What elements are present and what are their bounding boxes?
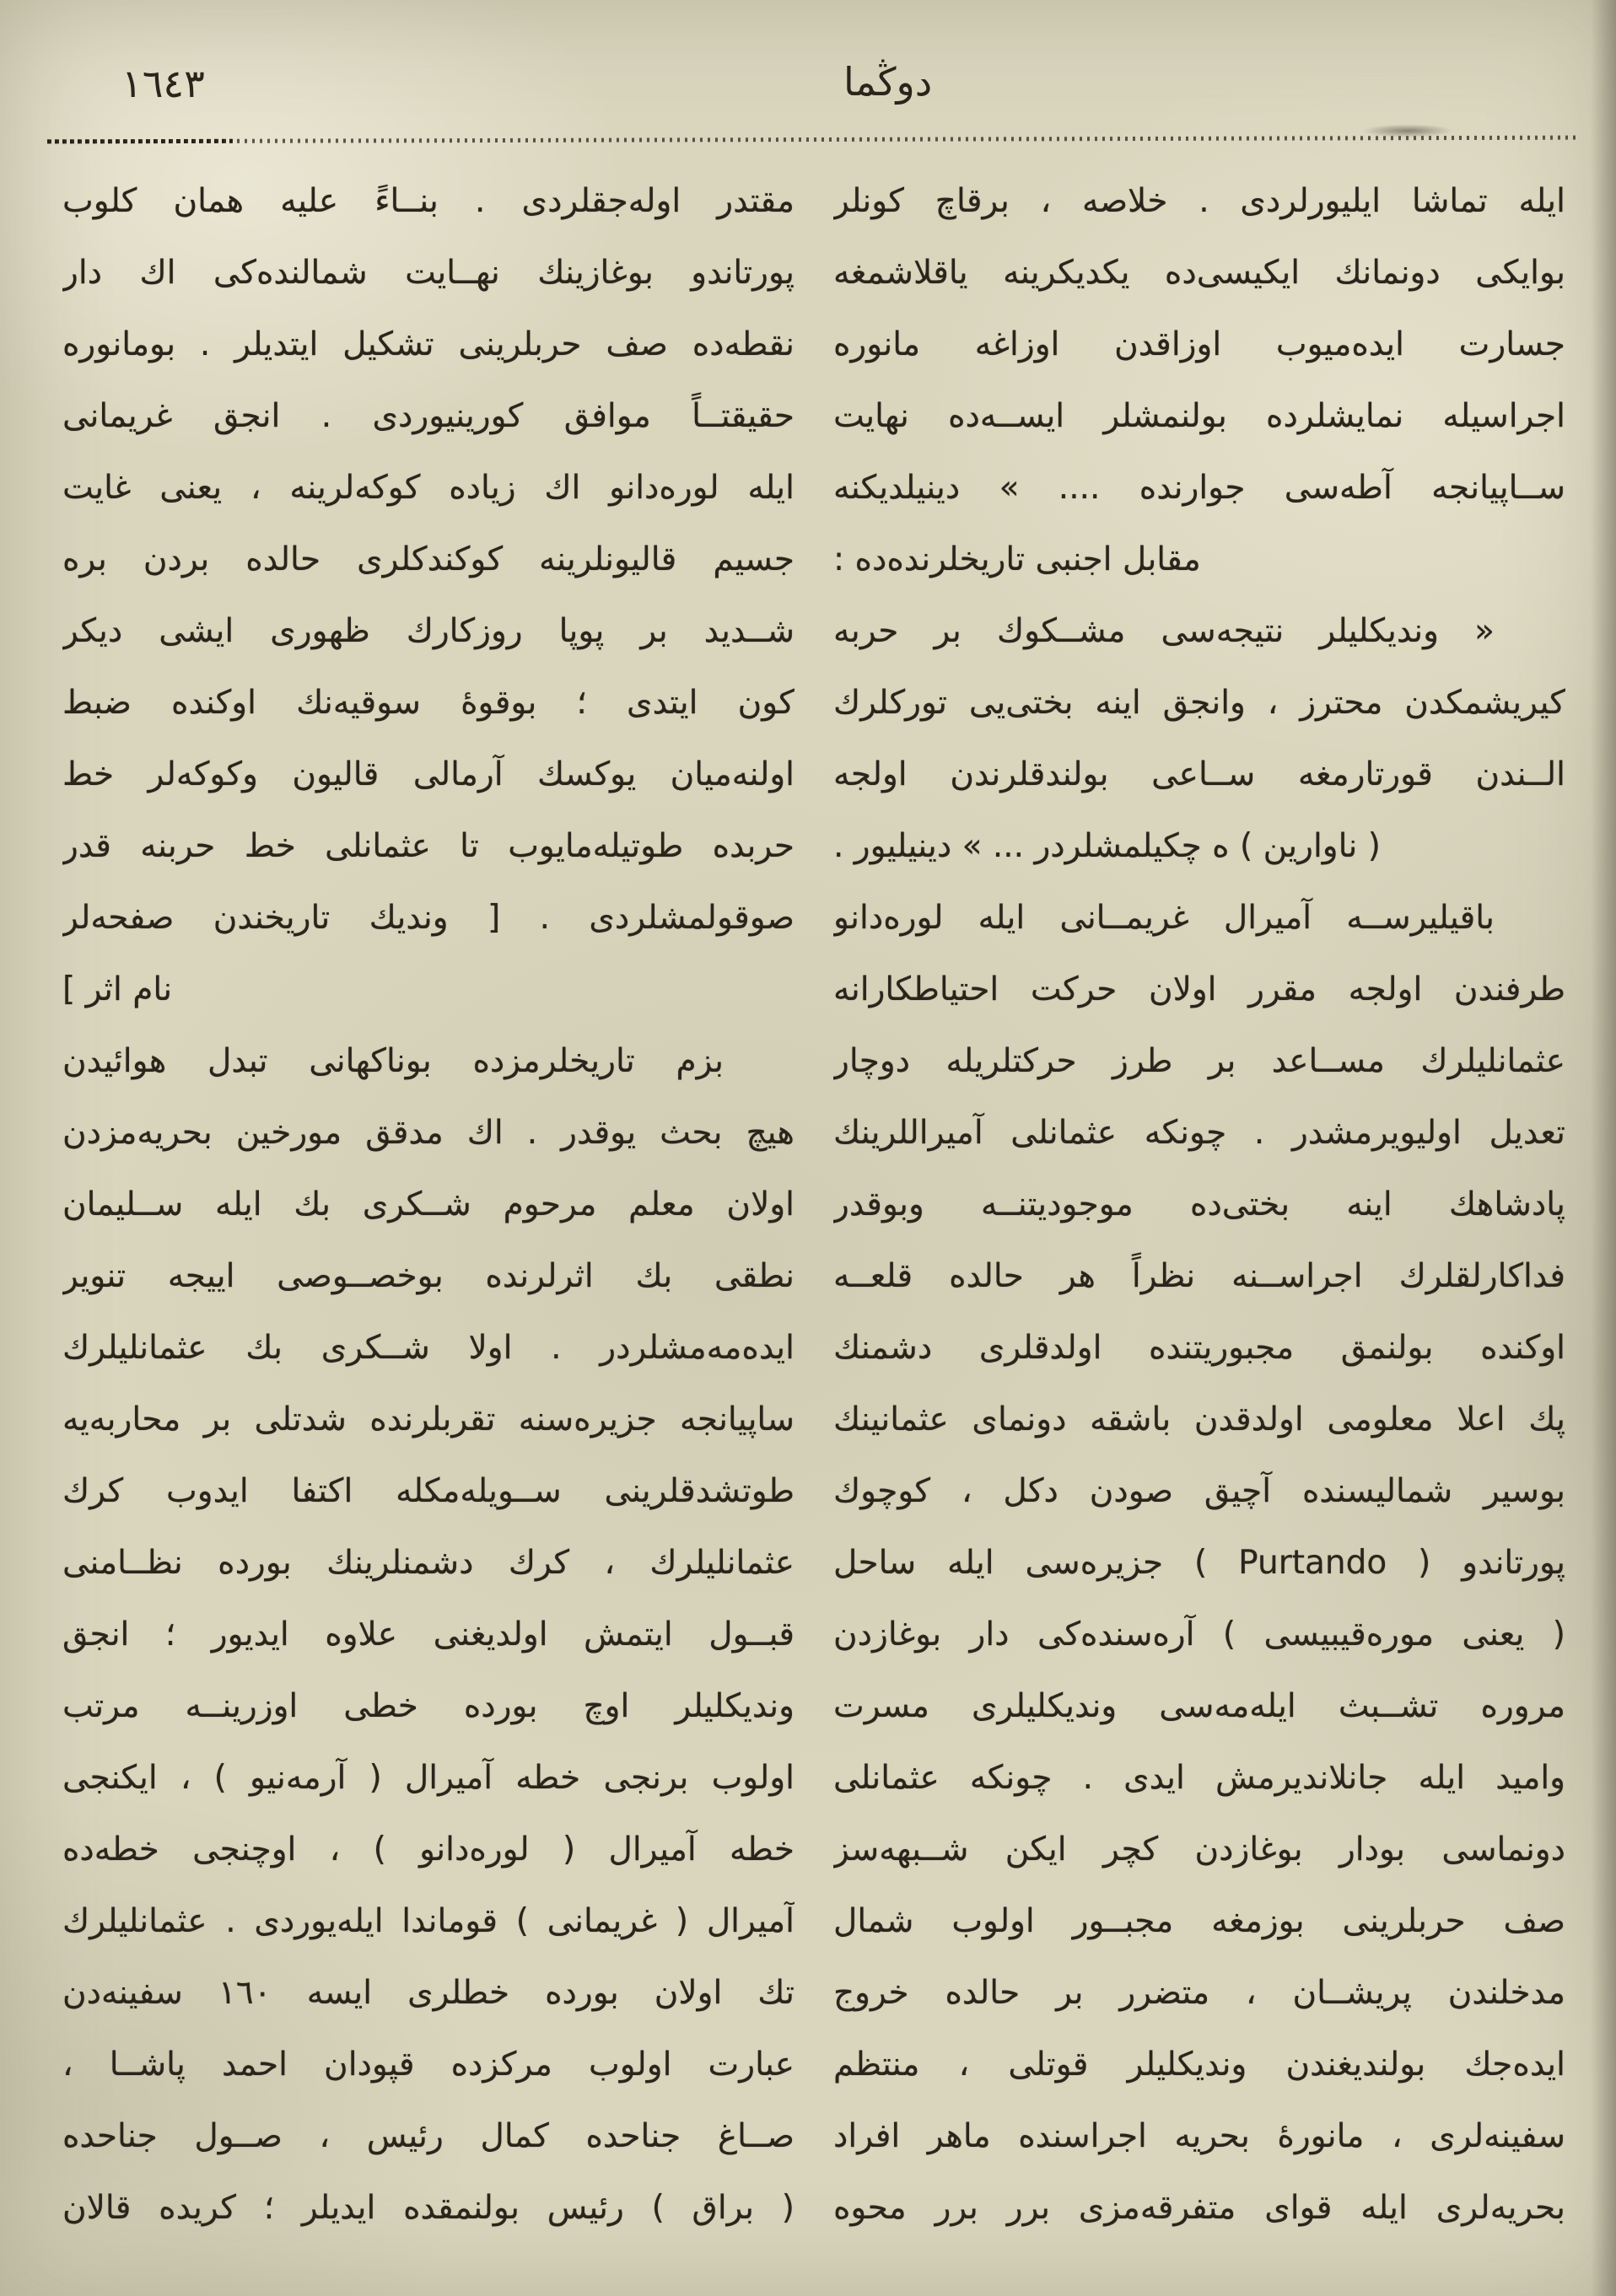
text-line: آميرال ( غريمانى ) قوماندا ايله‌يوردى . عثمانليلرك xyxy=(62,1902,795,1940)
text-line: بوايكى دونمانك ايكيسى‌ده يكديكرينه ياقلاشمغه xyxy=(833,254,1565,292)
text-line: اولوب برنجى خطه آميرال ( آرمه‌نيو ) ، ايكنجى xyxy=(62,1759,795,1797)
text-line: صوقولمشلردى . [ ونديك تاريخندن صفحه‌لر xyxy=(62,899,795,937)
text-line: كيريشمكدن محترز ، وانجق اينه بختى‌يى توركلرك xyxy=(833,684,1565,722)
text-line: واميد ايله جانلانديرمش ايدى . چونكه عثمانلى xyxy=(833,1759,1565,1797)
text-line: صف حربلرينى بوزمغه مجبــور اولوب شمال xyxy=(833,1902,1565,1940)
text-line: خطه آميرال ( لوره‌دانو ) ، اوچنجى خطه‌ده xyxy=(62,1831,795,1869)
text-line: ايله تماشا ايليورلردى . خلاصه ، برقاچ كونلر xyxy=(833,182,1565,220)
text-line: پادشاهك اينه بختى‌ده موجوديتنــه وبوقدر xyxy=(833,1186,1565,1223)
text-line: پورتاندو ( Purtando ) جزيره‌سى ايله ساحل xyxy=(833,1544,1565,1582)
text-line: « ونديكليلر نتيجه‌سى مشــكوك بر حربه xyxy=(833,612,1495,650)
text-line: عثمانليلرك مســاعد بر طرز حركتلريله دوچار xyxy=(833,1042,1565,1080)
text-line: عبارت اولوب مركزده قپودان احمد پاشــا ، xyxy=(62,2046,795,2084)
column-right xyxy=(833,165,1565,2244)
text-line: جسيم قاليونلرينه كوكندكلرى حالده بردن بره xyxy=(62,540,795,578)
text-line: نقطه‌ده صف حربلرينى تشكيل ايتديلر . بومانوره xyxy=(62,325,795,363)
text-line: ( يعنى موره‌قيبيسى ) آره‌سنده‌كى دار بوغازدن xyxy=(833,1616,1565,1653)
text-line: ساپيانجه جزيره‌سنه تقربلرنده شدتلى بر محاربه‌يه xyxy=(62,1401,795,1438)
text-line: اوكنده بولنمق مجبوريتنده اولدقلرى دشمنك xyxy=(833,1329,1565,1367)
text-line: كون ايتدى ؛ بوقوهٔ سوقيه‌نك اوكنده ضبط xyxy=(62,684,795,722)
text-line: شــديد بر پوپا روزكارك ظهورى ايشى ديكر xyxy=(62,612,795,650)
text-line: ســاپيانجه آطه‌سى جوارنده .... » دينيلديكنه xyxy=(833,469,1565,507)
text-line: نطقى بك اثرلرنده بوخصــوصى اييجه تنوير xyxy=(62,1257,795,1295)
text-columns xyxy=(62,165,1565,2244)
text-line: مروره تشــبث ايله‌مه‌سى ونديكليلرى مسرت xyxy=(833,1687,1565,1725)
text-line: تعديل اوليويرمشدر . چونكه عثمانلى آميراللرينك xyxy=(833,1114,1565,1152)
journal-title: دوڭما xyxy=(843,59,933,105)
text-line: ( براق ) رئيس بولنمقده ايديلر ؛ كريده قالان xyxy=(62,2189,795,2227)
text-line: اولان معلم مرحوم شــكرى بك ايله ســليمان xyxy=(62,1186,795,1223)
header-divider-rule xyxy=(47,136,1581,144)
text-line: سفينه‌لرى ، مانورهٔ بحريه اجراسنده ماهر افراد xyxy=(833,2117,1565,2155)
text-line: اولنه‌ميان يوكسك آرمالى قاليون وكوكه‌لر خط xyxy=(62,755,795,793)
text-line: صــاغ جناحده كمال رئيس ، صــول جناحده xyxy=(62,2117,795,2155)
text-line: عثمانليلرك ، كرك دشمنلرينك بورده نظــامنى xyxy=(62,1544,795,1582)
text-line: الــندن قورتارمغه ســاعى بولندقلرندن اولجه xyxy=(833,755,1565,793)
text-line: بوسير شماليسنده آچيق صودن دكل ، كوچوك xyxy=(833,1472,1565,1510)
column-left xyxy=(62,165,795,2244)
text-line: حقيقتــاً موافق كورينيوردى . انجق غريمانى xyxy=(62,397,795,435)
text-line: ايده‌جك بولنديغندن ونديكليلر قوتلى ، منتظم xyxy=(833,2046,1565,2084)
text-line: مقتدر اوله‌جقلردى . بنــاءً عليه همان كلوب xyxy=(62,182,795,220)
text-line: جسارت ايده‌ميوب اوزاقدن اوزاغه مانوره xyxy=(833,325,1565,363)
text-line: حربده طوتيله‌مايوب تا عثمانلى خط حربنه قدر xyxy=(62,827,795,865)
text-line: مقابل اجنبى تاريخلرنده‌ده : xyxy=(833,540,1201,578)
text-line: ايده‌مه‌مشلردر . اولا شــكرى بك عثمانليلرك xyxy=(62,1329,795,1367)
text-line: نام اثر ] xyxy=(62,971,173,1008)
text-line: بحريه‌لرى ايله قواى متفرقه‌مزى برر برر محوه xyxy=(833,2189,1565,2227)
text-line: هيچ بحث يوقدر . اك مدقق مورخين بحريه‌مزدن xyxy=(62,1114,795,1152)
scan-edge-shadow xyxy=(1591,0,1616,2296)
text-line: مدخلندن پريشــان ، متضرر بر حالده خروج xyxy=(833,1974,1565,2012)
text-line: ايله لوره‌دانو اك زياده كوكه‌لرينه ، يعنى غايت xyxy=(62,469,795,507)
text-line: ونديكليلر اوچ بورده خطى اوزرينــه مرتب xyxy=(62,1687,795,1725)
text-line: پك اعلا معلومى اولدقدن باشقه دونماى عثمانينك xyxy=(833,1401,1565,1438)
text-line: قبــول ايتمش اولديغنى علاوه ايديور ؛ انجق xyxy=(62,1616,795,1653)
text-line: فداكارلقلرك اجراســنه نظراً هر حالده قلعــه xyxy=(833,1257,1565,1295)
text-line: اجراسيله نمايشلرده بولنمشلر ايســه‌ده نهايت xyxy=(833,397,1565,435)
text-line: طرفندن اولجه مقرر اولان حركت احتياطكارانه xyxy=(833,971,1565,1008)
text-line: پورتاندو بوغازينك نهــايت شمالنده‌كى اك دار xyxy=(62,254,795,292)
page-number: ١٦٤٣ xyxy=(121,61,205,106)
text-line: دونماسى بودار بوغازدن كچر ايكن شــبهه‌سز xyxy=(833,1831,1565,1869)
text-line: باقيليرســه آميرال غريمــانى ايله لوره‌دانو xyxy=(833,899,1495,937)
text-line: بزم تاريخلرمزده بوناكهانى تبدل هوائيدن xyxy=(62,1042,724,1080)
text-line: ( ناوارين ) ه چكيلمشلردر ... » دينيليور . xyxy=(833,827,1381,865)
text-line: طوتشدقلرينى ســويله‌مكله اكتفا ايدوب كرك xyxy=(62,1472,795,1510)
text-line: تك اولان بورده خطلرى ايسه ١٦٠ سفينه‌دن xyxy=(62,1974,795,2012)
